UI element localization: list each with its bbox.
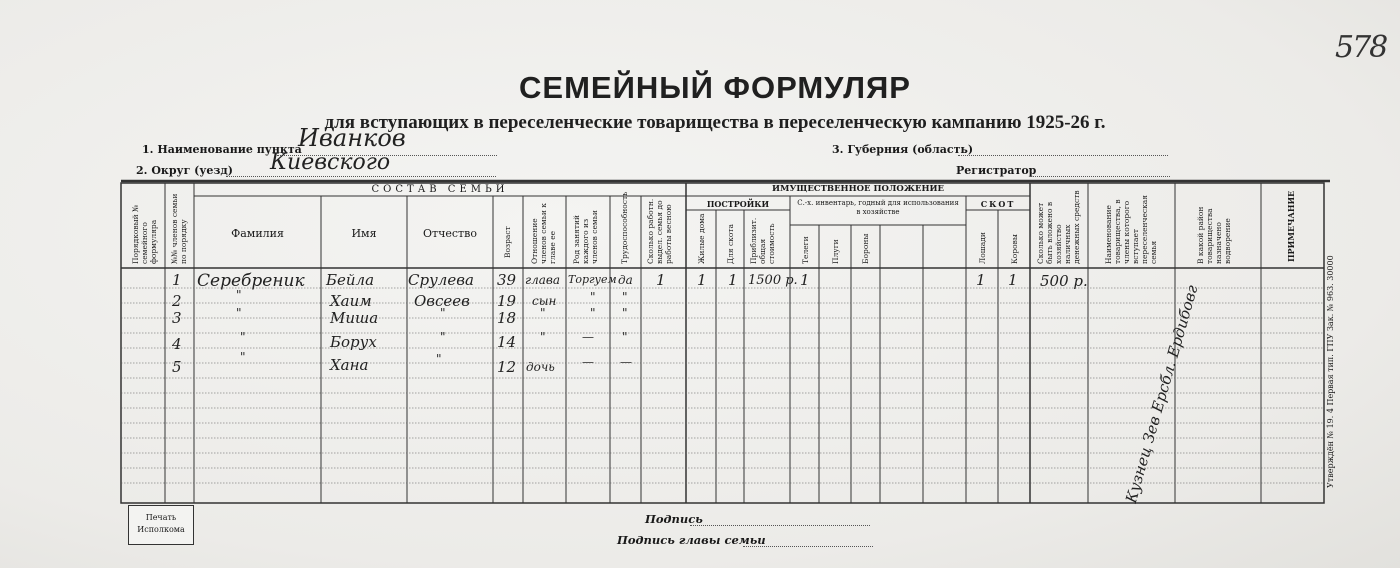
row5-name: Хана (330, 356, 369, 374)
row1-name: Бейла (326, 271, 375, 289)
buildings-header: ПОСТРОЙКИ (706, 199, 770, 209)
row2-patronymic: Овсеев (414, 292, 470, 310)
houses-header: Жилые дома (697, 213, 706, 264)
page-number: 578 (1335, 30, 1387, 65)
row3-surname: " (236, 306, 242, 320)
form-subtitle: для вступающих в переселенческие товарищества в переселенческую кампанию 1925-26 г. (324, 112, 1106, 133)
row3-name: Миша (330, 309, 379, 327)
row1-horses: 1 (976, 271, 986, 289)
row4-relation: " (540, 330, 546, 344)
row3-occupation: " (590, 306, 596, 320)
cash-header: Сколько может быть вложено в хозяйство наличных денежных средств (1036, 190, 1081, 264)
occupation-header: Род занятий каждого из членов семьи (572, 210, 599, 264)
row4-patronymic: " (440, 330, 446, 344)
row1-ability: да (618, 273, 633, 287)
cows-header: Коровы (1010, 234, 1019, 264)
row1-occupation: Торгуем (568, 273, 617, 286)
name-header: Имя (351, 227, 377, 240)
family-composition-header: СОСТАВ СЕМЬИ (371, 184, 509, 195)
row2-age: 19 (497, 292, 517, 310)
form-title: СЕМЕЙНЫЙ ФОРМУЛЯР (519, 70, 911, 105)
row2-surname: " (236, 288, 242, 302)
partnership-header: Наименование товарищества, в члены которого вступает переселенческая семья (1104, 194, 1158, 264)
point-label: 1. Наименование пункта (142, 143, 302, 156)
seq-no-header: Порядковый № семейного формуляра (131, 204, 158, 264)
row4-ability: " (622, 330, 628, 344)
row1-value: 1500 р. (748, 273, 798, 288)
member-no-header: №№ членов семьи по порядку (170, 193, 188, 264)
row4-occupation: — (582, 330, 594, 344)
signature-line (690, 525, 870, 526)
row1-patronymic: Срулева (408, 271, 474, 289)
surname-header: Фамилия (231, 227, 284, 240)
carts-header: Телеги (801, 236, 810, 264)
printer-imprint: Утверждён № 19. 4 Первая тип. ГПУ Зак. № 963. 30000 (1326, 255, 1335, 488)
row5-age: 12 (497, 358, 517, 376)
row1-carts: 1 (800, 271, 810, 289)
row1-no: 1 (172, 271, 182, 289)
row1-surname: Серебреник (197, 271, 305, 291)
head-signature-label: Подпись главы семьи (617, 533, 766, 547)
row3-no: 3 (172, 309, 182, 327)
ploughs-header: Плуги (831, 239, 840, 264)
margin-note: Кузнец Зев Ерсбл. Ердибовг (1122, 283, 1202, 505)
row1-age: 39 (497, 271, 517, 289)
row1-cows: 1 (1008, 271, 1018, 289)
row5-relation: дочь (526, 360, 555, 374)
relation-header: Отношение членов семьи к главе ее (530, 203, 557, 264)
row1-cattle-buildings: 1 (728, 271, 738, 289)
row5-patronymic: " (436, 352, 442, 366)
signature-label: Подпись (645, 512, 703, 526)
age-header: Возраст (503, 226, 512, 258)
seal-label-2: Исполкома (137, 525, 185, 534)
property-status-header: ИМУЩЕСТВЕННОЕ ПОЛОЖЕНИЕ (772, 184, 944, 194)
row5-occupation: — (582, 355, 594, 369)
head-signature-line (743, 546, 873, 547)
row1-houses: 1 (697, 271, 707, 289)
row1-cash: 500 р. (1040, 272, 1088, 290)
row2-relation: сын (532, 294, 557, 308)
point-value: Иванков (298, 124, 406, 152)
notes-header: ПРИМЕЧАНИЕ (1286, 190, 1296, 262)
row2-no: 2 (172, 292, 182, 310)
row1-workers: 1 (656, 271, 666, 289)
row2-occupation: " (590, 290, 596, 304)
region-header: В какой район товарищества назначено водворение (1196, 206, 1232, 264)
patronymic-header: Отчество (423, 227, 477, 240)
horses-header: Лошади (978, 232, 987, 264)
workers-header: Сколько работн. выдел. семья до работы весною (646, 198, 673, 264)
work-ability-header: Трудоспособность (620, 191, 629, 264)
for-cattle-header: Для скота (726, 223, 735, 264)
district-label: 2. Округ (уезд) (136, 164, 233, 177)
row3-relation: " (540, 306, 546, 320)
row2-ability: " (622, 290, 628, 304)
row5-no: 5 (172, 358, 182, 376)
total-value-header: Приблизит. общая стоимость (749, 217, 776, 264)
livestock-header: СКОТ (980, 199, 1016, 209)
row4-age: 14 (497, 333, 517, 351)
seal-label-1: Печать (145, 513, 177, 522)
row3-age: 18 (497, 309, 517, 327)
seal-box (128, 505, 194, 545)
registrar-label: Регистратор (956, 164, 1037, 177)
row5-surname: " (240, 350, 246, 364)
row4-no: 4 (172, 335, 182, 353)
province-label: 3. Губерния (область) (832, 143, 974, 156)
row3-ability: " (622, 306, 628, 320)
row1-relation: глава (525, 273, 560, 287)
row2-name: Хаим (330, 292, 372, 310)
inventory-header: С.-х. инвентарь, годный для использования в хозяйстве (797, 199, 959, 216)
row5-ability: — (620, 355, 632, 369)
district-value: Киевского (270, 150, 391, 175)
harrows-header: Бороны (861, 233, 870, 264)
row4-surname: " (240, 330, 246, 344)
row4-name: Борух (330, 333, 377, 351)
row3-patronymic: " (440, 306, 446, 320)
